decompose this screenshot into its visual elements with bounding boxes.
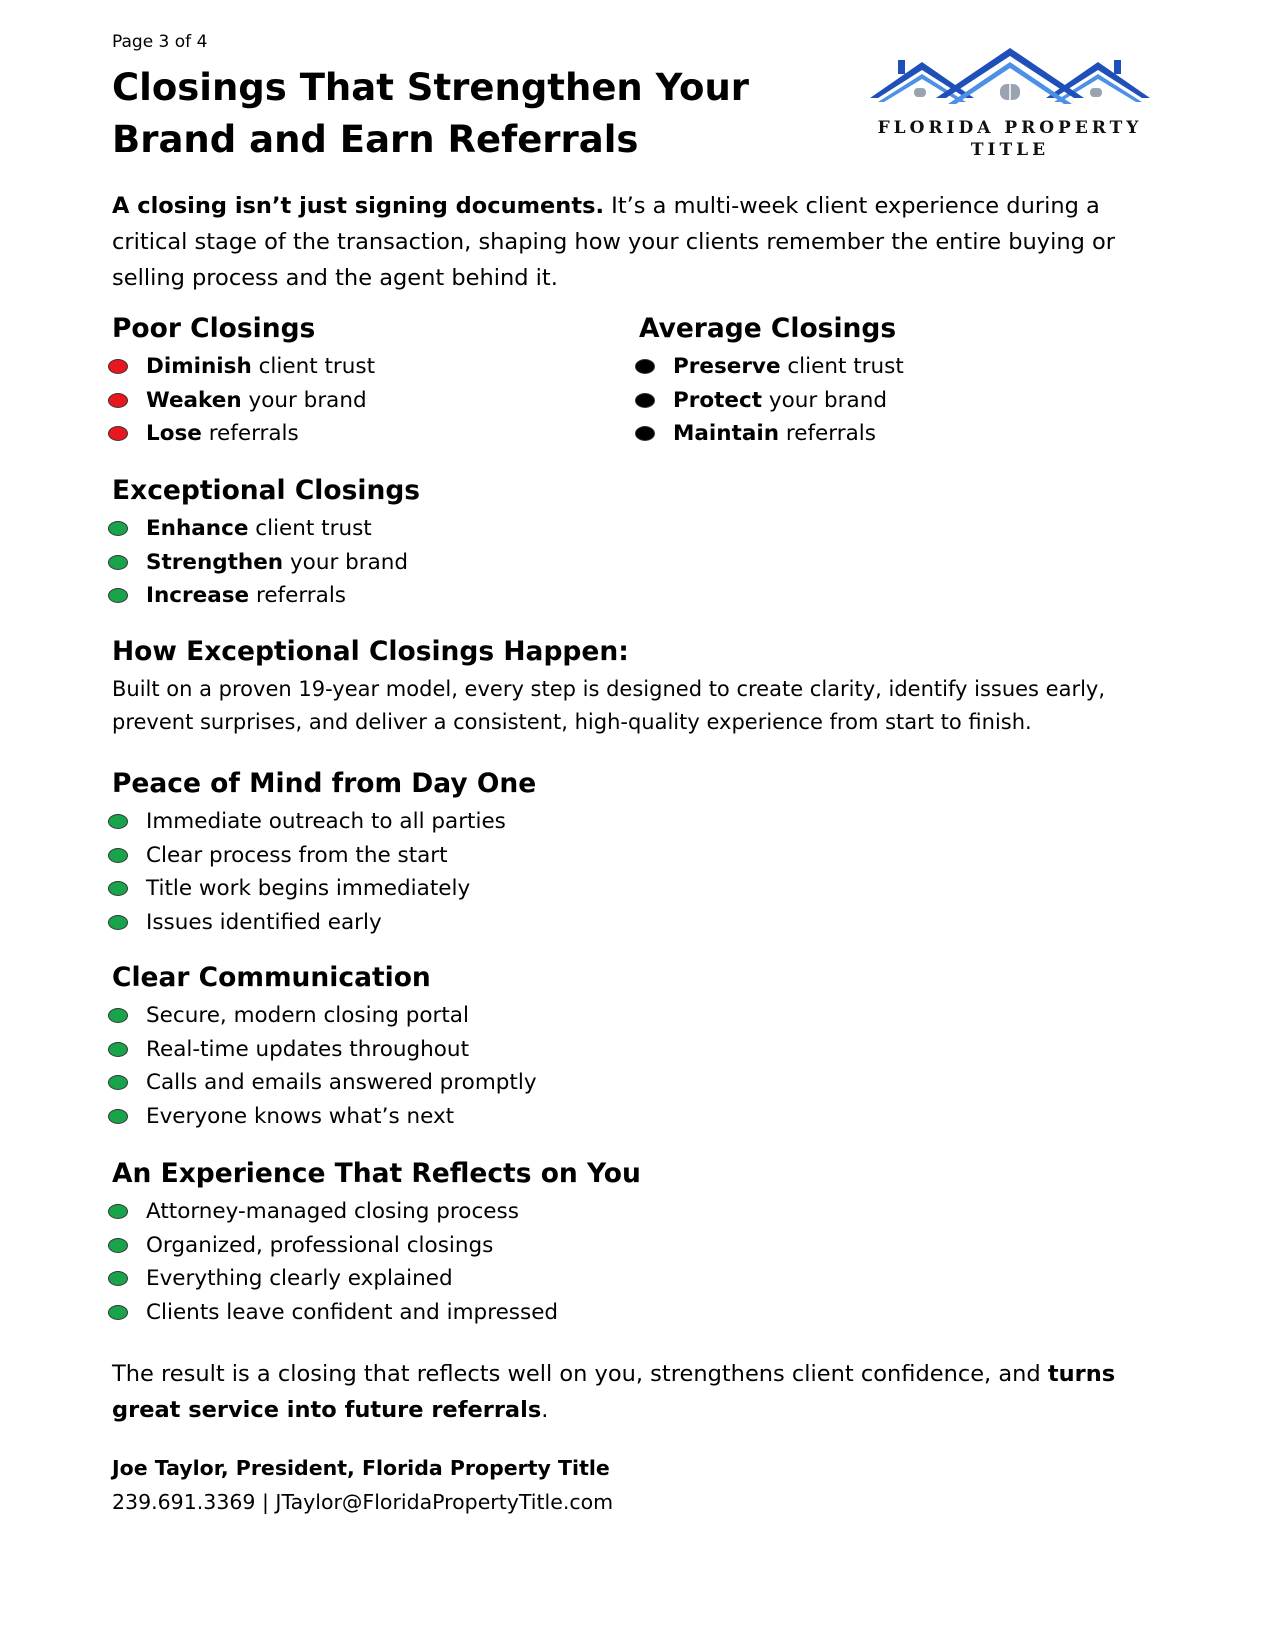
list-item: Lose referrals bbox=[112, 417, 375, 451]
green-bullet-icon bbox=[108, 1238, 128, 1253]
green-bullet-icon bbox=[108, 1075, 128, 1090]
list-item: Title work begins immediately bbox=[112, 872, 536, 906]
clear-communication-heading: Clear Communication bbox=[112, 962, 431, 993]
exceptional-closings-list bbox=[112, 512, 420, 613]
red-bullet-icon bbox=[108, 359, 128, 374]
green-bullet-icon bbox=[108, 915, 128, 930]
signature-contact: 239.691.3369 | JTaylor@FloridaPropertyTitle.com bbox=[112, 1490, 614, 1514]
exceptional-closings-section bbox=[112, 474, 420, 613]
green-bullet-icon bbox=[108, 1271, 128, 1286]
list-item: Issues identified early bbox=[112, 906, 536, 940]
intro-paragraph bbox=[112, 188, 1172, 296]
list-item: Protect your brand bbox=[639, 384, 904, 418]
page-number: Page 3 of 4 bbox=[112, 32, 208, 52]
list-item: Clear process from the start bbox=[112, 839, 536, 873]
signature-name: Joe Taylor, President, Florida Property Title bbox=[112, 1456, 610, 1480]
house-roofs-icon bbox=[870, 46, 1150, 116]
intro-text: It’s a multi-week client experience during a critical stage of the transaction, shaping how your clients remember the entire buying or selling process and the agent behind it. bbox=[112, 193, 1116, 291]
page-title bbox=[112, 62, 752, 166]
logo-text-line-2: TITLE bbox=[970, 140, 1050, 160]
green-bullet-icon bbox=[108, 1109, 128, 1124]
list-item: Attorney-managed closing process bbox=[112, 1195, 641, 1229]
poor-closings-list bbox=[112, 350, 375, 451]
logo-text-line-1: FLORIDA PROPERTY bbox=[877, 118, 1143, 138]
list-item: Maintain referrals bbox=[639, 417, 904, 451]
poor-closings-heading: Poor Closings bbox=[112, 313, 316, 344]
how-heading: How Exceptional Closings Happen: bbox=[112, 636, 629, 667]
title-line-1: Closings That Strengthen Your bbox=[112, 66, 750, 109]
exceptional-closings-heading: Exceptional Closings bbox=[112, 475, 421, 506]
green-bullet-icon bbox=[108, 555, 128, 570]
closing-paragraph bbox=[112, 1356, 1182, 1428]
green-bullet-icon bbox=[108, 588, 128, 603]
red-bullet-icon bbox=[108, 426, 128, 441]
list-item: Immediate outreach to all parties bbox=[112, 805, 536, 839]
list-item: Everyone knows what’s next bbox=[112, 1100, 537, 1134]
average-closings-section bbox=[639, 312, 904, 451]
green-bullet-icon bbox=[108, 1008, 128, 1023]
black-bullet-icon bbox=[635, 393, 655, 408]
intro-bold: A closing isn’t just signing documents. bbox=[112, 193, 605, 219]
experience-heading: An Experience That Reflects on You bbox=[112, 1158, 641, 1189]
list-item: Secure, modern closing portal bbox=[112, 999, 537, 1033]
florida-property-title-logo bbox=[870, 46, 1150, 166]
green-bullet-icon bbox=[108, 848, 128, 863]
peace-of-mind-list bbox=[112, 805, 536, 939]
how-paragraph: Built on a proven 19-year model, every step is designed to create clarity, identify issues early, prevent surprises, and deliver a consistent, high-quality experience from start to finish. bbox=[112, 677, 1106, 734]
list-item: Weaken your brand bbox=[112, 384, 375, 418]
closing-end: . bbox=[541, 1397, 549, 1423]
closing-text: The result is a closing that reflects well on you, strengthens client confidence, and bbox=[112, 1361, 1048, 1387]
green-bullet-icon bbox=[108, 1204, 128, 1219]
green-bullet-icon bbox=[108, 881, 128, 896]
clear-communication-list bbox=[112, 999, 537, 1133]
average-closings-heading: Average Closings bbox=[639, 313, 897, 344]
clear-communication-section bbox=[112, 961, 537, 1133]
list-item: Increase referrals bbox=[112, 579, 420, 613]
list-item: Preserve client trust bbox=[639, 350, 904, 384]
list-item: Organized, professional closings bbox=[112, 1229, 641, 1263]
green-bullet-icon bbox=[108, 521, 128, 536]
green-bullet-icon bbox=[108, 1042, 128, 1057]
list-item: Diminish client trust bbox=[112, 350, 375, 384]
list-item: Clients leave confident and impressed bbox=[112, 1296, 641, 1330]
green-bullet-icon bbox=[108, 814, 128, 829]
experience-section bbox=[112, 1157, 641, 1329]
list-item: Calls and emails answered promptly bbox=[112, 1066, 537, 1100]
list-item: Real-time updates throughout bbox=[112, 1033, 537, 1067]
green-bullet-icon bbox=[108, 1305, 128, 1320]
average-closings-list bbox=[639, 350, 904, 451]
red-bullet-icon bbox=[108, 393, 128, 408]
black-bullet-icon bbox=[635, 426, 655, 441]
list-item: Strengthen your brand bbox=[112, 546, 420, 580]
black-bullet-icon bbox=[635, 359, 655, 374]
poor-closings-section bbox=[112, 312, 375, 451]
experience-list bbox=[112, 1195, 641, 1329]
list-item: Enhance client trust bbox=[112, 512, 420, 546]
closing-bold: turns great service into future referrals bbox=[112, 1361, 1116, 1423]
peace-of-mind-heading: Peace of Mind from Day One bbox=[112, 768, 537, 799]
title-line-2: Brand and Earn Referrals bbox=[112, 118, 639, 161]
list-item: Everything clearly explained bbox=[112, 1262, 641, 1296]
peace-of-mind-section bbox=[112, 767, 536, 939]
how-section bbox=[112, 635, 1172, 739]
